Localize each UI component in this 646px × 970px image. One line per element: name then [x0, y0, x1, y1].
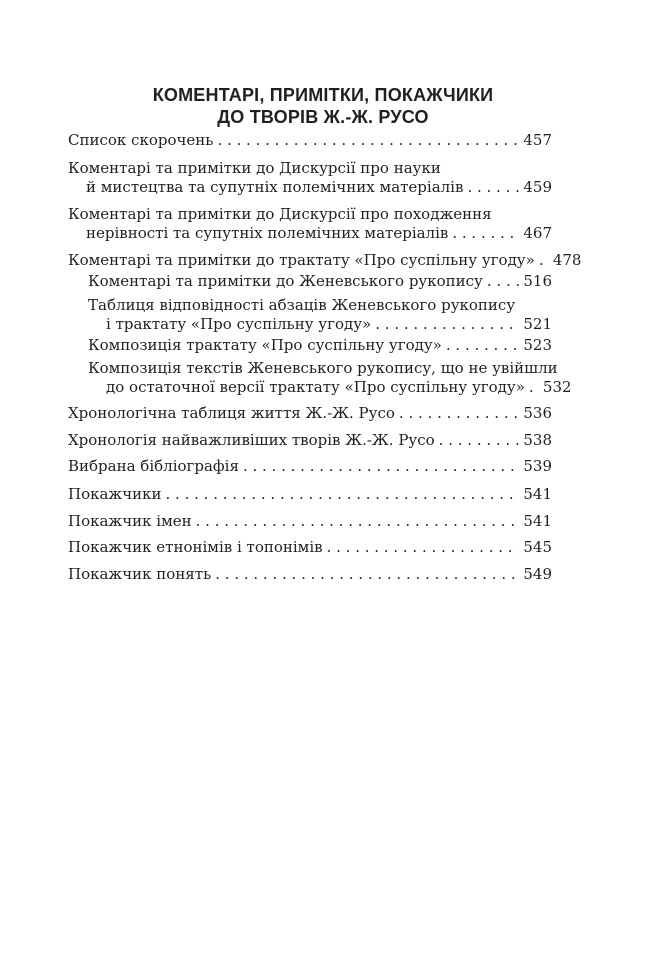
- dot-leader: [467, 178, 519, 197]
- toc-entry-page: 541: [523, 512, 552, 530]
- toc-entry-title: Покажчик етнонімів і топонімів: [68, 538, 323, 556]
- dot-leader: [375, 315, 519, 334]
- toc-entry-page: 516: [523, 272, 552, 290]
- dot-leader: [439, 431, 520, 450]
- toc-entry-title: Коментарі та примітки до Дискурсії про походження: [68, 205, 492, 223]
- dot-leader: [452, 224, 519, 243]
- toc-entry-comments-discourse-sciences[interactable]: [68, 159, 552, 197]
- dot-leader: [446, 336, 519, 355]
- dot-leader: [327, 538, 520, 557]
- table-of-contents: [68, 0, 582, 970]
- toc-entry-abbreviations[interactable]: [68, 131, 552, 150]
- toc-entry-title: Покажчик понять: [68, 565, 212, 583]
- toc-entry-page: 457: [523, 131, 552, 149]
- dot-leader: [529, 378, 539, 397]
- toc-entry-index-concepts[interactable]: [68, 565, 552, 584]
- toc-entry-index-names[interactable]: [68, 512, 552, 531]
- toc-entry-paragraph-correspondence-table[interactable]: [68, 296, 552, 334]
- dot-leader: [217, 131, 519, 150]
- toc-entry-page: 549: [523, 565, 552, 583]
- toc-entry-indexes[interactable]: [68, 485, 552, 504]
- toc-entry-page: 459: [523, 178, 552, 196]
- toc-entry-chronology-life[interactable]: [68, 404, 552, 423]
- dot-leader: [166, 485, 520, 504]
- toc-entry-title: Покажчик імен: [68, 512, 192, 530]
- toc-entry-page: 532: [542, 378, 572, 396]
- toc-entry-index-ethnonyms-toponyms[interactable]: [68, 538, 552, 557]
- toc-entry-composition-treatise[interactable]: [68, 336, 552, 355]
- dot-leader: [196, 512, 520, 531]
- toc-entry-title-continued: нерівності та супутніх полемічних матеріалів: [86, 224, 449, 242]
- toc-entry-chronology-works[interactable]: [68, 431, 552, 450]
- dot-leader: [487, 272, 519, 291]
- toc-entry-title: Композиція трактату «Про суспільну угоду»: [88, 336, 442, 354]
- toc-entry-composition-geneva-texts[interactable]: [68, 359, 572, 397]
- toc-entry-title: Хронологія найважливіших творів Ж.-Ж. Русо: [68, 431, 435, 449]
- dot-leader: [539, 251, 549, 270]
- toc-entry-title: Композиція текстів Женевського рукопису, що не увійшли: [88, 359, 558, 377]
- toc-entry-page: 538: [523, 431, 552, 449]
- toc-entry-page: 478: [552, 251, 582, 269]
- toc-entry-title: Покажчики: [68, 485, 162, 503]
- dot-leader: [243, 457, 519, 476]
- toc-entry-page: 541: [523, 485, 552, 503]
- toc-entry-comments-social-contract[interactable]: [68, 251, 582, 270]
- toc-entry-page: 523: [523, 336, 552, 354]
- toc-entry-page: 545: [523, 538, 552, 556]
- toc-entry-title: Вибрана бібліографія: [68, 457, 239, 475]
- toc-entry-page: 521: [523, 315, 552, 333]
- toc-entry-title-continued: й мистецтва та супутніх полемічних матеріалів: [86, 178, 464, 196]
- toc-entry-title: Коментарі та примітки до Женевського рукопису: [88, 272, 483, 290]
- toc-entry-title: Таблиця відповідності абзаців Женевського рукопису: [88, 296, 516, 314]
- toc-entry-title-continued: до остаточної версії трактату «Про суспільну угоду»: [106, 378, 525, 396]
- toc-entry-page: 536: [523, 404, 552, 422]
- dot-leader: [215, 565, 519, 584]
- dot-leader: [399, 404, 519, 423]
- toc-entry-comments-geneva-manuscript[interactable]: [68, 272, 552, 291]
- toc-entry-title: Коментарі та примітки до Дискурсії про науки: [68, 159, 441, 177]
- toc-heading-line-2: ДО ТВОРІВ Ж.-Ж. РУСО: [217, 107, 429, 127]
- toc-entry-title: Хронологічна таблиця життя Ж.-Ж. Русо: [68, 404, 395, 422]
- toc-entry-title: Список скорочень: [68, 131, 214, 149]
- toc-entry-comments-discourse-inequality[interactable]: [68, 205, 552, 243]
- toc-entry-title: Коментарі та примітки до трактату «Про суспільну угоду»: [68, 251, 535, 269]
- toc-heading-line-1: КОМЕНТАРІ, ПРИМІТКИ, ПОКАЖЧИКИ: [152, 85, 494, 105]
- toc-entry-page: 467: [523, 224, 552, 242]
- toc-entry-title-continued: і трактату «Про суспільну угоду»: [106, 315, 372, 333]
- toc-entry-page: 539: [523, 457, 552, 475]
- toc-entry-bibliography[interactable]: [68, 457, 552, 476]
